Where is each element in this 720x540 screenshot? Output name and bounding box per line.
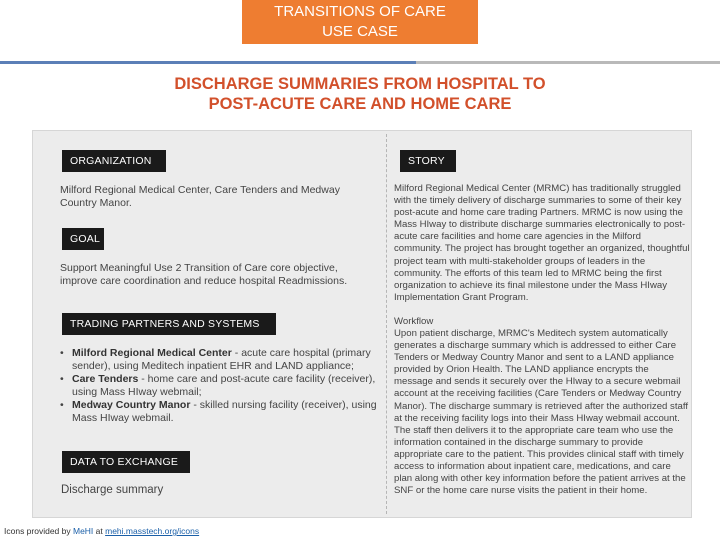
icons-link[interactable]: mehi.masstech.org/icons bbox=[105, 526, 200, 536]
header-line-1: TRANSITIONS OF CARE bbox=[274, 3, 446, 20]
bullet-glyph: • bbox=[60, 399, 64, 411]
goal-label: GOAL bbox=[62, 228, 104, 250]
credit-prefix: Icons provided by bbox=[4, 526, 73, 536]
page-title bbox=[100, 74, 620, 114]
partner-description: - home care and post-acute care facility (receiver), using Mass HIway webmail; bbox=[72, 373, 376, 398]
bullet-glyph: • bbox=[60, 347, 64, 359]
partner-description: - skilled nursing facility (receiver), using Mass HIway webmail. bbox=[72, 399, 377, 424]
list-item bbox=[60, 373, 380, 398]
story-text: Milford Regional Medical Center (MRMC) has traditionally struggled with the timely delivery of discharge summaries to some of their key post-acute and home care trading Partners. MRMC is now using the Mass HIway to distribute discharge summaries electronically to post- acute care facilities and home care agencies in the Milford community. The project has brought together an organized, thoughtful project team with multi-stakeholder groups of leaders in the community. The efforts of this team led to MRMC being the first organization to achieve its final milestone under the Mass HIway Implementation Grant Program. bbox=[394, 183, 690, 303]
partners-list bbox=[60, 347, 380, 425]
organization-text: Milford Regional Medical Center, Care Tenders and Medway Country Manor. bbox=[60, 184, 340, 209]
workflow-heading: Workflow bbox=[394, 316, 434, 327]
header-rule-blue bbox=[0, 61, 416, 64]
title-line-2: POST-ACUTE CARE AND HOME CARE bbox=[208, 95, 512, 113]
organization-label: ORGANIZATION bbox=[62, 150, 166, 172]
partners-label: TRADING PARTNERS AND SYSTEMS bbox=[62, 313, 276, 335]
bullet-glyph: • bbox=[60, 373, 64, 385]
workflow-text: Upon patient discharge, MRMC's Meditech system automatically generates a discharge summary which is addressed to either Care Tenders or Medway Country Manor and sent to a LAND appliance provided by Orion Health. The LAND appliance encrypts the message and sends it securely over the HIway to a secure webmail account at the receiving facilities (Care Tenders or Medway Country Manor). The discharge summary is retrieved after the authorized staff at the receiving facility logs into their Mass HIway webmail account. The staff then delivers it to the appropriate care team who use the information contained in the discharge summary to provide appropriate care to the patient. This provides clinical staff with timely access to information about inpatient care, medications, and care plan along with other key information before the patient arrives at the SNF or the home care nurse visits the patient in their home. bbox=[394, 328, 688, 497]
credit-brand: MeHI bbox=[72, 526, 94, 536]
partner-description: - acute care hospital (primary sender), using Meditech inpatient EHR and LAND appliance; bbox=[72, 347, 371, 372]
partner-name: Care Tenders bbox=[72, 373, 139, 385]
data-exchange-text: Discharge summary bbox=[61, 484, 164, 496]
title-line-1: DISCHARGE SUMMARIES FROM HOSPITAL TO bbox=[174, 75, 546, 93]
goal-text: Support Meaningful Use 2 Transition of Care core objective, improve care coordination and reduce hospital Readmissions. bbox=[60, 262, 348, 287]
partner-name: Medway Country Manor bbox=[72, 399, 191, 411]
story-label: STORY bbox=[400, 150, 456, 172]
data-exchange-label: DATA TO EXCHANGE bbox=[62, 451, 190, 473]
header-rule-gray bbox=[416, 61, 720, 64]
list-item bbox=[60, 399, 380, 424]
credit-middle: at bbox=[93, 526, 106, 536]
icon-credit bbox=[4, 526, 199, 536]
column-divider bbox=[386, 134, 387, 514]
partner-name: Milford Regional Medical Center bbox=[72, 347, 232, 359]
header-line-2: USE CASE bbox=[322, 23, 398, 40]
use-case-header bbox=[242, 0, 478, 44]
list-item bbox=[60, 347, 380, 372]
